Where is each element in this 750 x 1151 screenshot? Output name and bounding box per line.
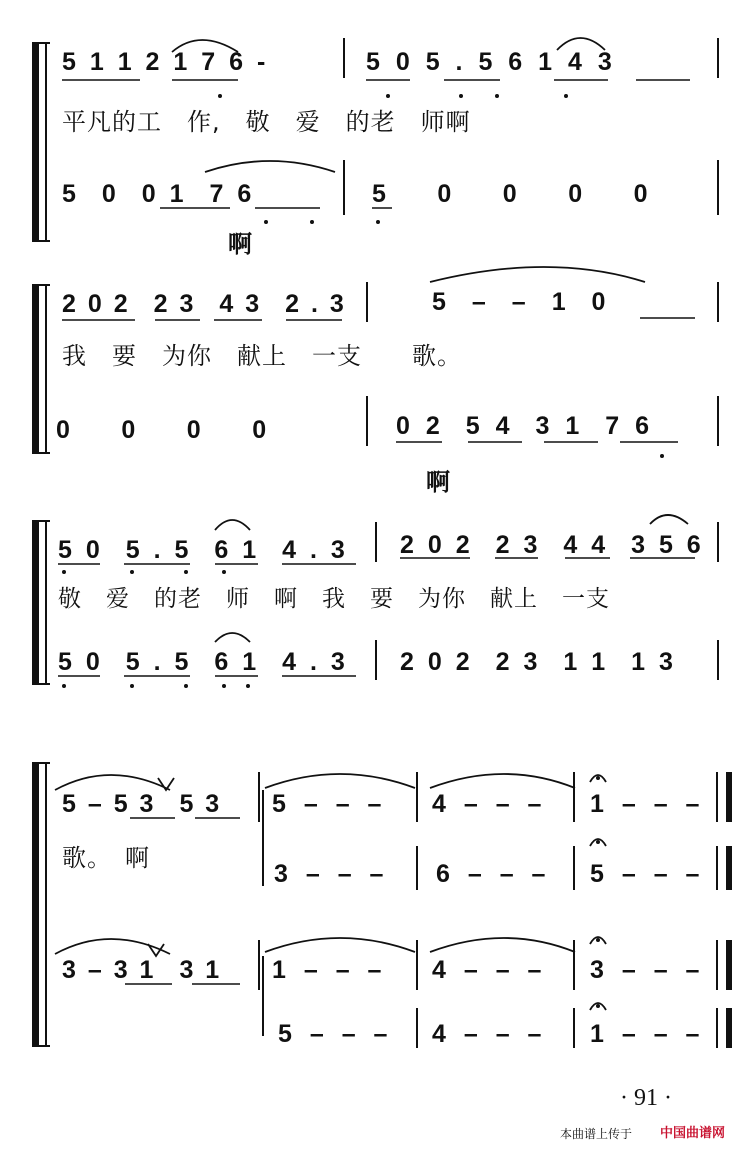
soprano-measure: 5 1 1 2 1 7 6 -	[62, 48, 266, 76]
divisi-s2-m1: 3 – – –	[274, 860, 384, 888]
alto-lyric: 啊	[228, 230, 253, 258]
soprano-measure: 2 0 2 2 3 4 3 2 . 3	[62, 290, 345, 318]
divisi-a1-m1: 1 – – –	[272, 956, 382, 984]
soprano-measure: 2 0 2 2 3 4 4 3 5 6	[400, 531, 702, 559]
lyric-line: 平凡的工 作, 敬 爱 的老 师啊	[62, 108, 471, 136]
divisi-a1-m3: 3 – – –	[590, 956, 700, 984]
lyric-line: 我 要 为你 献上 一支 歌。	[62, 342, 462, 370]
footer-text: 本曲谱上传于	[560, 1127, 633, 1141]
alto-measure: 3 – 3 1 3 1	[62, 956, 220, 984]
divisi-a1-m2: 4 – – –	[432, 956, 542, 984]
page-number: · 91 ·	[620, 1085, 672, 1111]
alto-lyric: 啊	[426, 468, 451, 496]
divisi-a2-m2: 4 – – –	[432, 1020, 542, 1048]
divisi-a2-m3: 1 – – –	[590, 1020, 700, 1048]
alto-measure: 5 0 5 . 5 6 1 4 . 3	[58, 648, 346, 676]
divisi-s1-m1: 5 – – –	[272, 790, 382, 818]
soprano-measure: 5 – – 1 0	[432, 288, 606, 316]
divisi-s2-m2: 6 – – –	[436, 860, 546, 888]
alto-measure: 5 0 0 1 7 6	[62, 180, 252, 208]
soprano-measure: 5 0 5 . 5 6 1 4 . 3	[58, 536, 346, 564]
alto-measure: 2 0 2 2 3 1 1 1 3	[400, 648, 674, 676]
lyric-line: 歌。 啊	[62, 844, 150, 872]
alto-measure: 0 0 0 0	[56, 416, 267, 444]
divisi-a2-m1: 5 – – –	[278, 1020, 388, 1048]
divisi-s2-m3: 5 – – –	[590, 860, 700, 888]
alto-measure: 0 2 5 4 3 1 7 6	[396, 412, 650, 440]
divisi-s1-m2: 4 – – –	[432, 790, 542, 818]
lyric-line: 敬 爱 的老 师 啊 我 要 为你 献上 一支	[58, 586, 610, 612]
alto-measure: 5 0 0 0 0	[372, 180, 649, 208]
soprano-measure: 5 – 5 3 5 3	[62, 790, 220, 818]
divisi-s1-m3: 1 – – –	[590, 790, 700, 818]
site-logo[interactable]: 中国曲谱网	[660, 1126, 726, 1141]
soprano-measure: 5 0 5 . 5 6 1 4 3	[366, 48, 613, 76]
